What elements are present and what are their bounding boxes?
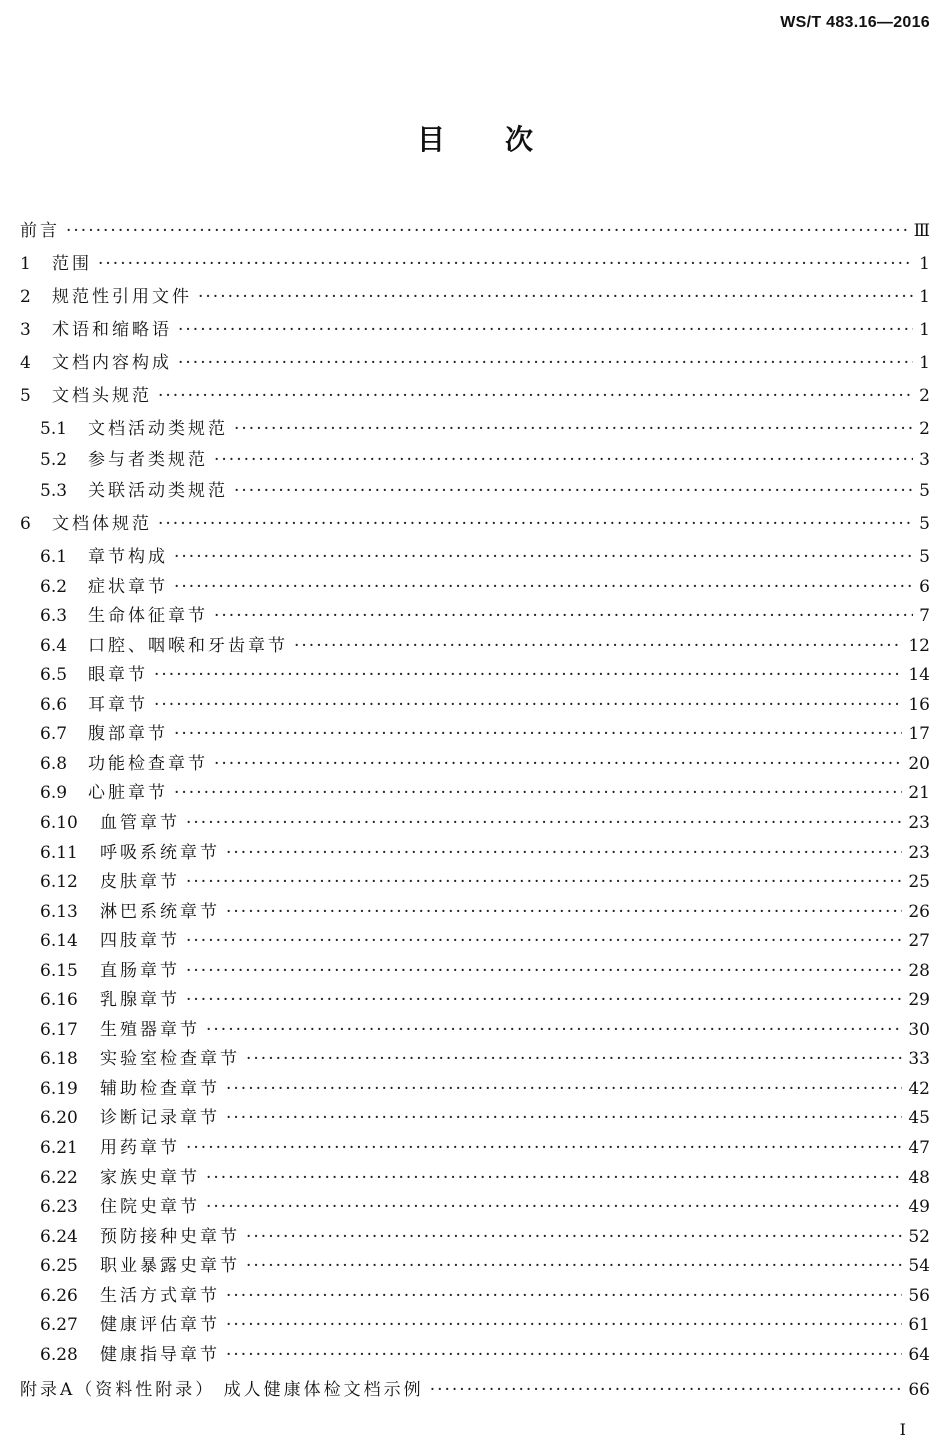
toc-entry[interactable] [40, 811, 930, 835]
page-number: Ⅰ [899, 1420, 906, 1439]
toc-leader-dots [198, 285, 913, 309]
toc-entry-page: 49 [908, 1197, 930, 1218]
toc-entry[interactable] [20, 285, 930, 309]
toc-entry-number: 6.10 [40, 812, 78, 833]
toc-leader-dots [206, 1195, 902, 1219]
toc-entry-title: 心脏章节 [88, 783, 168, 804]
toc-leader-dots [186, 870, 902, 894]
toc-entry-title: 规范性引用文件 [52, 287, 192, 307]
toc-leader-dots [174, 575, 913, 599]
toc-leader-dots [226, 1343, 902, 1367]
toc-entry[interactable] [40, 1254, 930, 1278]
toc-entry-page: 54 [908, 1256, 930, 1277]
toc-entry-title: 实验室检查章节 [100, 1049, 240, 1070]
toc-entry-number: 6.1 [40, 547, 68, 567]
toc-entry-page: 64 [908, 1344, 930, 1365]
toc-entry-number: 2 [20, 287, 31, 307]
toc-entry-page: 29 [908, 990, 930, 1011]
toc-entry[interactable] [40, 1077, 930, 1101]
toc-entry[interactable] [20, 1378, 930, 1402]
toc-leader-dots [174, 722, 902, 746]
toc-leader-dots [158, 384, 913, 408]
toc-entry-number: 5.3 [40, 481, 68, 501]
toc-entry[interactable] [40, 417, 930, 441]
toc-entry-page: 1 [919, 353, 930, 373]
toc-entry[interactable] [20, 219, 930, 243]
toc-entry[interactable] [40, 781, 930, 805]
toc-entry-number: 6.14 [40, 931, 78, 952]
toc-leader-dots [430, 1378, 903, 1402]
toc-leader-dots [226, 900, 902, 924]
toc-leader-dots [178, 351, 913, 375]
toc-leader-dots [186, 959, 902, 983]
toc-entry-number: 5 [20, 386, 31, 406]
toc-leader-dots [226, 1106, 902, 1130]
toc-entry[interactable] [40, 929, 930, 953]
toc-entry[interactable] [40, 1225, 930, 1249]
page-title: 目次 [416, 123, 593, 156]
toc-entry[interactable] [20, 384, 930, 408]
toc-entry-title: 皮肤章节 [100, 872, 180, 893]
toc-entry-page: 52 [908, 1226, 930, 1247]
toc-entry-page: 6 [919, 576, 930, 597]
toc-entry-number: 6.9 [40, 783, 68, 804]
toc-entry-title: 健康指导章节 [100, 1344, 220, 1365]
toc-entry-title: 健康评估章节 [100, 1315, 220, 1336]
toc-entry-page: 48 [908, 1167, 930, 1188]
toc-entry[interactable] [40, 722, 930, 746]
toc-entry-page: 17 [908, 724, 930, 745]
toc-entry-page: 28 [908, 960, 930, 981]
toc-entry[interactable] [40, 1343, 930, 1367]
toc-entry-page: 23 [908, 812, 930, 833]
toc-entry-page: 47 [908, 1138, 930, 1158]
toc-entry[interactable] [20, 252, 930, 276]
toc-entry-title: 眼章节 [88, 665, 148, 686]
toc-entry-page: 21 [908, 783, 930, 804]
toc-entry-number: 6.21 [40, 1138, 78, 1158]
toc-leader-dots [174, 781, 902, 805]
toc-entry[interactable] [20, 318, 930, 342]
toc-entry-title: 关联活动类规范 [88, 481, 228, 501]
toc-entry-title: 用药章节 [100, 1138, 180, 1158]
toc-entry[interactable] [40, 1106, 930, 1130]
toc-entry-title: 参与者类规范 [88, 450, 208, 470]
toc-entry-page: 42 [908, 1078, 930, 1099]
toc-entry[interactable] [40, 693, 930, 717]
toc-entry-page: 7 [919, 606, 930, 627]
toc-leader-dots [226, 1284, 902, 1308]
toc-entry[interactable] [40, 900, 930, 924]
toc-entry[interactable] [40, 1018, 930, 1042]
toc-leader-dots [154, 693, 902, 717]
toc-entry[interactable] [40, 1284, 930, 1308]
toc-entry-title: 家族史章节 [100, 1167, 200, 1188]
toc-leader-dots [246, 1254, 902, 1278]
toc-leader-dots [186, 1136, 902, 1160]
toc-entry-number: 6.20 [40, 1108, 78, 1129]
toc-entry-page: 5 [919, 514, 930, 534]
toc-entry-page: 2 [919, 386, 930, 406]
toc-leader-dots [174, 545, 913, 569]
toc-entry-title: 辅助检查章节 [100, 1078, 220, 1099]
toc-entry-title: 文档活动类规范 [88, 419, 228, 439]
toc-entry-title: 四肢章节 [100, 931, 180, 952]
toc-entry-page: 45 [908, 1108, 930, 1129]
toc-entry-title: 文档体规范 [52, 514, 152, 534]
toc-leader-dots [214, 604, 913, 628]
toc-entry-page: 1 [919, 287, 930, 307]
toc-entry-title: 生活方式章节 [100, 1285, 220, 1306]
toc-leader-dots [226, 841, 902, 865]
toc-entry-page: 27 [908, 931, 930, 952]
toc-entry-title: 呼吸系统章节 [100, 842, 220, 863]
toc-entry-number: 6.19 [40, 1078, 78, 1099]
toc-entry-page: 20 [908, 753, 930, 774]
toc-entry-number: 6.22 [40, 1167, 78, 1188]
toc-entry-title: 直肠章节 [100, 960, 180, 981]
toc-entry-title: 腹部章节 [88, 724, 168, 745]
toc-entry-title: 前言 [20, 221, 60, 241]
toc-entry-title: 口腔、咽喉和牙齿章节 [88, 635, 288, 656]
toc-entry-title: 生命体征章节 [88, 606, 208, 627]
toc-leader-dots [226, 1077, 902, 1101]
toc-entry-number: 6.3 [40, 606, 68, 627]
toc-entry[interactable] [40, 1313, 930, 1337]
toc-entry-page: 61 [908, 1315, 930, 1336]
toc-entry-number: 6.6 [40, 694, 68, 715]
toc-entry-page: 2 [919, 419, 930, 439]
toc-leader-dots [234, 479, 913, 503]
toc-entry-page: 66 [908, 1380, 930, 1400]
toc-entry-title: 预防接种史章节 [100, 1226, 240, 1247]
toc-entry-number: 6.4 [40, 635, 68, 656]
toc-leader-dots [186, 929, 902, 953]
toc-entry-number: 1 [20, 254, 31, 274]
toc-entry-number: 6.7 [40, 724, 68, 745]
toc-entry-number: 4 [20, 353, 31, 373]
standard-code: WS/T 483.16—2016 [780, 14, 930, 31]
toc-entry-page: 16 [908, 694, 930, 715]
toc-entry-title: 文档内容构成 [52, 353, 172, 373]
toc-entry-number: 6.15 [40, 960, 78, 981]
toc-entry-number: 5.2 [40, 450, 68, 470]
toc-entry[interactable] [40, 604, 930, 628]
toc-entry[interactable] [40, 959, 930, 983]
toc-entry-number: 6.23 [40, 1197, 78, 1218]
toc-entry-page: Ⅲ [913, 221, 930, 241]
toc-leader-dots [226, 1313, 902, 1337]
toc-entry-number: 3 [20, 320, 31, 340]
toc-entry-title: 章节构成 [88, 547, 168, 567]
toc-entry-title: 范围 [52, 254, 92, 274]
toc-entry[interactable] [40, 1195, 930, 1219]
toc-leader-dots [214, 752, 902, 776]
toc-entry[interactable] [40, 663, 930, 687]
toc-entry[interactable] [40, 841, 930, 865]
toc-leader-dots [246, 1047, 902, 1071]
toc-entry-page: 23 [908, 842, 930, 863]
toc-entry[interactable] [40, 448, 930, 472]
toc-leader-dots [206, 1166, 902, 1190]
toc-entry-number: 5.1 [40, 419, 68, 439]
toc-entry-number: 6 [20, 514, 31, 534]
toc-entry-page: 26 [908, 901, 930, 922]
toc-entry[interactable] [40, 752, 930, 776]
toc-entry-number: 6.16 [40, 990, 78, 1011]
toc-leader-dots [186, 988, 902, 1012]
toc-entry-title: 术语和缩略语 [52, 320, 172, 340]
toc-leader-dots [234, 417, 913, 441]
toc-entry-title: 生殖器章节 [100, 1019, 200, 1040]
toc-entry-page: 33 [908, 1049, 930, 1070]
toc-leader-dots [246, 1225, 902, 1249]
toc-entry-title: 耳章节 [88, 694, 148, 715]
toc-leader-dots [214, 448, 913, 472]
toc-leader-dots [178, 318, 913, 342]
toc-entry-title: 症状章节 [88, 576, 168, 597]
toc-entry-page: 3 [919, 450, 930, 470]
toc-entry[interactable] [40, 870, 930, 894]
toc-entry[interactable] [40, 545, 930, 569]
toc-entry-title: 附录A（资料性附录） 成人健康体检文档示例 [20, 1380, 424, 1400]
toc-leader-dots [206, 1018, 902, 1042]
toc-entry-number: 6.11 [40, 842, 78, 863]
toc-entry-page: 30 [908, 1019, 930, 1040]
toc-entry-number: 6.24 [40, 1226, 78, 1247]
toc-entry-page: 25 [908, 872, 930, 893]
toc-entry-title: 住院史章节 [100, 1197, 200, 1218]
toc-entry-title: 血管章节 [100, 812, 180, 833]
toc-entry-page: 5 [919, 481, 930, 501]
toc-entry[interactable] [40, 1047, 930, 1071]
toc-entry[interactable] [40, 634, 930, 658]
toc-entry-page: 1 [919, 254, 930, 274]
toc-entry[interactable] [20, 512, 930, 536]
toc-entry-title: 诊断记录章节 [100, 1108, 220, 1129]
toc-entry-number: 6.17 [40, 1019, 78, 1040]
toc-entry-number: 6.25 [40, 1256, 78, 1277]
toc-leader-dots [66, 219, 908, 243]
toc-entry-title: 淋巴系统章节 [100, 901, 220, 922]
toc-entry-title: 乳腺章节 [100, 990, 180, 1011]
toc-entry-page: 56 [908, 1285, 930, 1306]
toc-entry-number: 6.12 [40, 872, 78, 893]
toc-entry-title: 职业暴露史章节 [100, 1256, 240, 1277]
toc-entry-number: 6.26 [40, 1285, 78, 1306]
toc-entry-number: 6.2 [40, 576, 68, 597]
toc-entry[interactable] [40, 988, 930, 1012]
toc-entry-title: 功能检查章节 [88, 753, 208, 774]
toc-leader-dots [154, 663, 902, 687]
toc-entry-title: 文档头规范 [52, 386, 152, 406]
toc-entry-page: 5 [919, 547, 930, 567]
toc-leader-dots [294, 634, 902, 658]
toc-leader-dots [158, 512, 913, 536]
toc-entry-number: 6.8 [40, 753, 68, 774]
toc-entry[interactable] [40, 1166, 930, 1190]
toc-entry[interactable] [40, 1136, 930, 1160]
toc-entry-number: 6.27 [40, 1315, 78, 1336]
toc-entry-number: 6.28 [40, 1344, 78, 1365]
toc-leader-dots [98, 252, 913, 276]
toc-entry-number: 6.5 [40, 665, 68, 686]
toc-entry[interactable] [40, 479, 930, 503]
toc-leader-dots [186, 811, 902, 835]
toc-entry-number: 6.13 [40, 901, 78, 922]
toc-entry[interactable] [20, 351, 930, 375]
toc-entry-page: 1 [919, 320, 930, 340]
toc-entry-number: 6.18 [40, 1049, 78, 1070]
toc-entry-page: 12 [908, 635, 930, 656]
toc-entry[interactable] [40, 575, 930, 599]
toc-entry-page: 14 [908, 665, 930, 686]
